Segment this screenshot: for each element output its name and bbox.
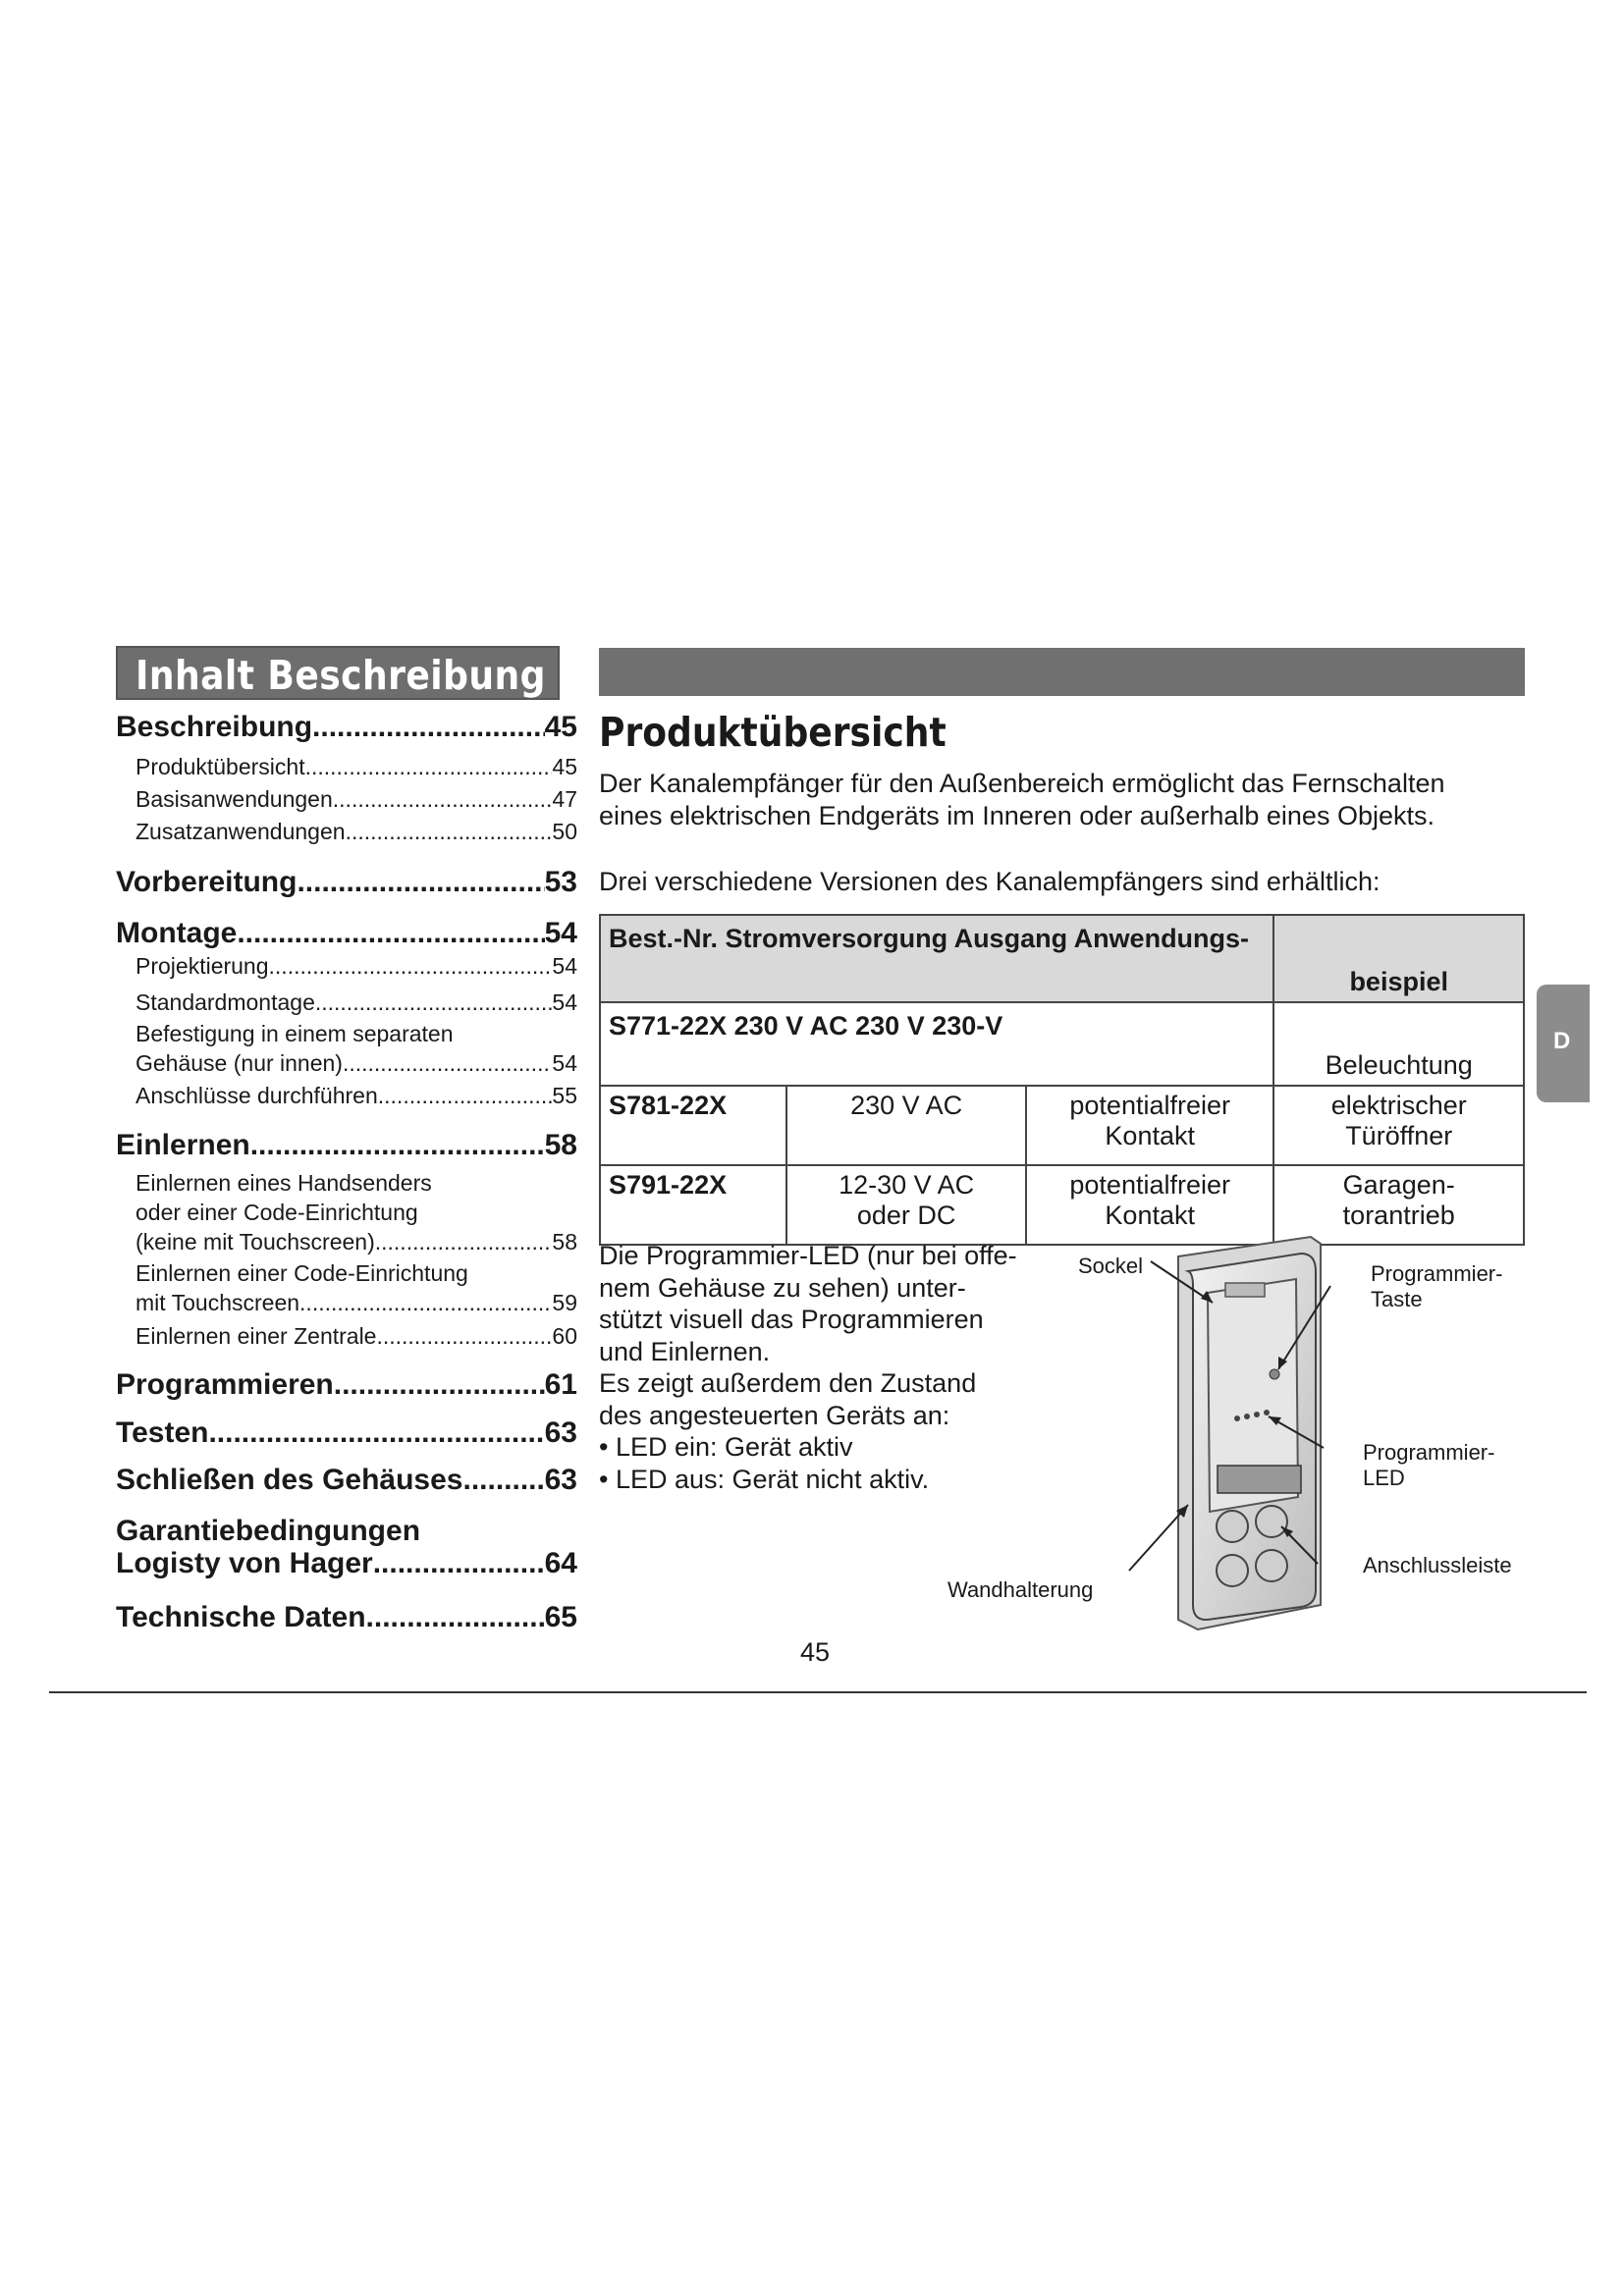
bottom-divider: [49, 1691, 1587, 1693]
toc-entry[interactable]: Beschreibung ..... 45: [116, 711, 577, 744]
body-text: Die Programmier-LED (nur bei offe- nem Gehäuse zu sehen) unter- stützt visuell das Programmieren und Einlernen. Es zeigt außerdem den Zustand des angesteuerten Geräts an: • LED ein: Gerät aktiv • LED aus: Gerät nicht aktiv.: [599, 1241, 1017, 1494]
toc-subentry[interactable]: Zusatzanwendungen ..... 50: [135, 819, 577, 845]
table-cell: potentialfreier Kontakt: [1026, 1086, 1273, 1165]
label-taste-2: Taste: [1371, 1287, 1423, 1311]
toc-subentry[interactable]: oder einer Code-Einrichtung: [135, 1200, 418, 1225]
label-taste-1: Programmier-: [1371, 1261, 1503, 1286]
toc-subentry[interactable]: Anschlüsse durchführen ..... 55: [135, 1083, 577, 1109]
page-number: 45: [800, 1637, 831, 1667]
toc-entry[interactable]: Montage ..... 54: [116, 917, 577, 950]
toc-subentry[interactable]: Produktübersicht ..... 45: [135, 754, 577, 780]
toc-subentry[interactable]: Befestigung in einem separaten: [135, 1021, 454, 1046]
label-sockel: Sockel: [1078, 1254, 1144, 1278]
label-led-2: LED: [1363, 1466, 1405, 1490]
table-cell: S791-22X: [600, 1165, 786, 1245]
toc-header: [116, 646, 560, 700]
table-header-cell: beispiel: [1273, 915, 1524, 1002]
table-cell: S771-22X 230 V AC 230 V 230-V: [600, 1002, 1273, 1086]
toc-entry[interactable]: Einlernen ..... 58: [116, 1129, 577, 1162]
table-cell: 230 V AC: [786, 1086, 1026, 1165]
label-anschlussleiste: Anschlussleiste: [1363, 1553, 1512, 1577]
toc-entry[interactable]: Testen ..... 63: [116, 1416, 577, 1450]
toc-entry[interactable]: Vorbereitung ..... 53: [116, 866, 577, 899]
table-cell: potentialfreier Kontakt: [1026, 1165, 1273, 1245]
toc-subentry[interactable]: (keine mit Touchscreen) ..... 58: [135, 1229, 577, 1255]
versions-line: Drei verschiedene Versionen des Kanalempfängers sind erhältlich:: [599, 867, 1380, 896]
label-wandhalterung: Wandhalterung: [947, 1577, 1094, 1602]
product-table: [599, 914, 1525, 1246]
toc-subentry[interactable]: Gehäuse (nur innen) ..... 54: [135, 1050, 577, 1077]
table-header-row: [600, 915, 1524, 1002]
toc-entry[interactable]: Logisty von Hager ..... 64: [116, 1547, 577, 1580]
intro-line: Der Kanalempfänger für den Außenbereich ermöglicht das Fernschalten: [599, 769, 1445, 798]
language-tab[interactable]: D: [1537, 985, 1590, 1102]
table-cell: elektrischer Türöffner: [1273, 1086, 1524, 1165]
toc-subentry[interactable]: Einlernen einer Zentrale ..... 60: [135, 1323, 577, 1350]
table-cell: Garagen- torantrieb: [1273, 1165, 1524, 1245]
table-header-cell: Best.-Nr. Stromversorgung Ausgang Anwendungs-: [600, 915, 1273, 1002]
label-led-1: Programmier-: [1363, 1440, 1495, 1465]
toc-subentry[interactable]: Basisanwendungen ..... 47: [135, 786, 577, 813]
table-cell: S781-22X: [600, 1086, 786, 1165]
section-header-bar: [599, 648, 1525, 696]
toc-entry[interactable]: Technische Daten ..... 65: [116, 1601, 577, 1634]
section-title: Produktübersicht: [599, 709, 947, 756]
toc-subentry[interactable]: Standardmontage ..... 54: [135, 989, 577, 1016]
toc-header-title: Inhalt Beschreibung: [135, 652, 546, 699]
table-cell: Beleuchtung: [1273, 1002, 1524, 1086]
toc-subentry[interactable]: Einlernen einer Code-Einrichtung: [135, 1260, 468, 1286]
table-cell: 12-30 V AC oder DC: [786, 1165, 1026, 1245]
intro-line: eines elektrischen Endgeräts im Inneren oder außerhalb eines Objekts.: [599, 801, 1435, 830]
table-row: [600, 1002, 1524, 1086]
toc-subentry[interactable]: Projektierung ..... 54: [135, 953, 577, 980]
table-row: [600, 1086, 1524, 1165]
toc-entry[interactable]: Programmieren ..... 61: [116, 1368, 577, 1402]
toc-entry[interactable]: Schließen des Gehäuses ..... 63: [116, 1464, 577, 1497]
toc-subentry[interactable]: mit Touchscreen ..... 59: [135, 1290, 577, 1316]
toc-subentry[interactable]: Einlernen eines Handsenders: [135, 1170, 432, 1196]
toc-entry[interactable]: Garantiebedingungen: [116, 1515, 421, 1547]
